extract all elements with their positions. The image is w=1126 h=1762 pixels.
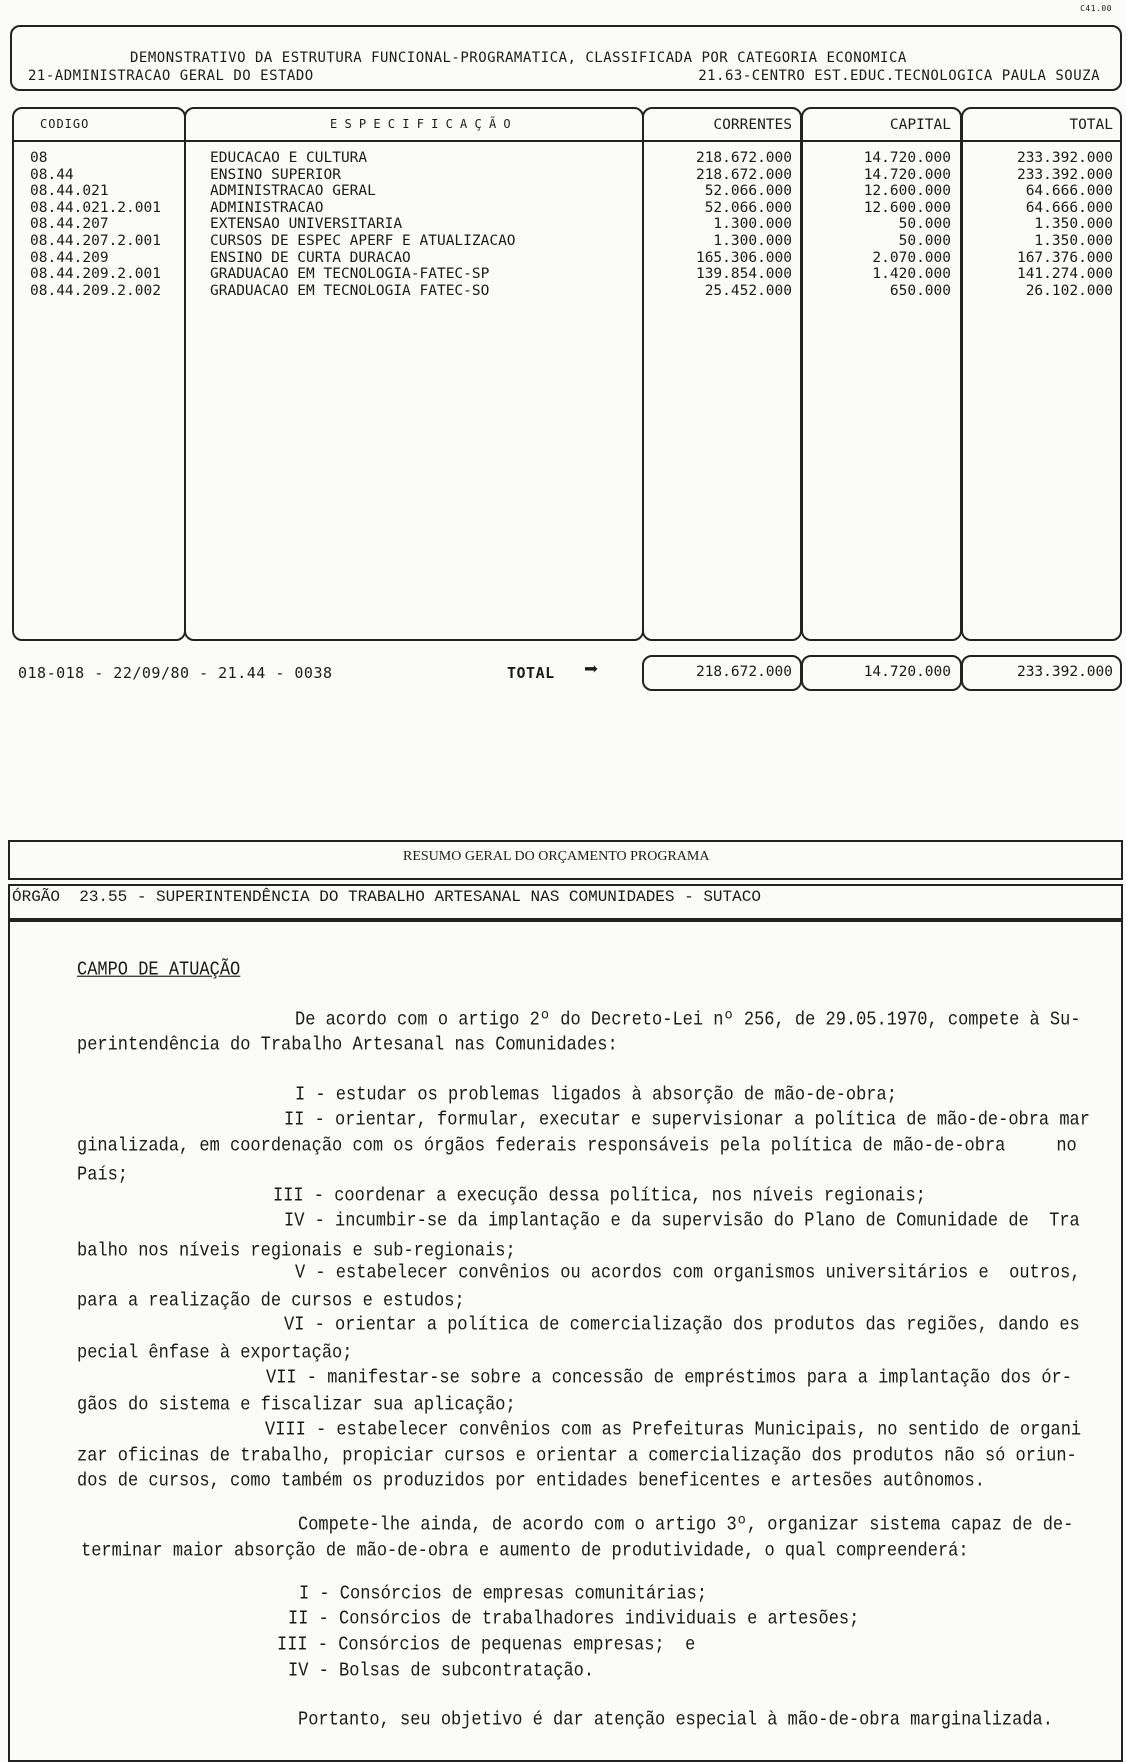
body-line: VI - orientar a política de comercialização dos produtos das regiões, dando es (284, 1314, 1080, 1337)
table-cell-correntes: 25.452.000 (704, 282, 792, 299)
table-cell-especificacao: ENSINO DE CURTA DURACAO (210, 249, 411, 266)
table-cell-especificacao: EXTENSAO UNIVERSITARIA (210, 216, 403, 233)
header-codigo: CODIGO (40, 117, 90, 131)
table-cell-codigo: 08.44.207.2.001 (30, 233, 161, 249)
table-cell-total: 64.666.000 (1025, 199, 1113, 216)
table-cell-total: 167.376.000 (1016, 249, 1113, 266)
table-cell-total: 233.392.000 (1016, 150, 1113, 166)
body-line: III - Consórcios de pequenas empresas; e (277, 1634, 696, 1657)
total-label: TOTAL (507, 664, 555, 682)
table-cell-codigo: 08.44.209.2.002 (30, 282, 161, 299)
total-correntes: 218.672.000 (695, 664, 792, 680)
table-cell-correntes: 1.300.000 (713, 216, 792, 233)
table-cell-codigo: 08.44 (30, 166, 74, 183)
table-cell-capital: 1.420.000 (872, 266, 951, 283)
run-info: 018-018 - 22/09/80 - 21.44 - 0038 (18, 664, 333, 682)
table-cell-correntes: 52.066.000 (704, 183, 792, 200)
body-line: Portanto, seu objetivo é dar atenção especial à mão-de-obra marginalizada. (298, 1709, 1053, 1732)
table-cell-correntes: 218.672.000 (695, 166, 792, 183)
report-left-org: 21-ADMINISTRACAO GERAL DO ESTADO (28, 68, 314, 84)
body-line: II - Consórcios de trabalhadores individuais e artesões; (288, 1608, 860, 1631)
body-line: pecial ênfase à exportação; (77, 1342, 353, 1365)
table-cell-especificacao: CURSOS DE ESPEC APERF E ATUALIZACAO (210, 233, 516, 249)
table-cell-total: 141.274.000 (1016, 266, 1113, 283)
table-cell-correntes: 1.300.000 (713, 233, 792, 249)
body-line: III - coordenar a execução dessa política, nos níveis regionais; (273, 1185, 926, 1208)
table-cell-capital: 2.070.000 (872, 249, 951, 266)
table-cell-codigo: 08 (30, 150, 48, 166)
table-cell-especificacao: ADMINISTRACAO GERAL (210, 183, 376, 200)
summary-title: RESUMO GERAL DO ORÇAMENTO PROGRAMA (403, 849, 710, 864)
body-line: I - estudar os problemas ligados à absorção de mão-de-obra; (295, 1084, 897, 1107)
table-cell-correntes: 218.672.000 (695, 150, 792, 166)
table-cell-codigo: 08.44.021.2.001 (30, 199, 161, 216)
body-line: dos de cursos, como também os produzidos por entidades beneficentes e artesões autônomos. (77, 1470, 985, 1493)
header-total: TOTAL (1069, 117, 1113, 133)
table-cell-codigo: 08.44.021 (30, 183, 109, 200)
body-line: País; (77, 1164, 129, 1187)
body-line: V - estabelecer convênios ou acordos com organismos universitários e outros, (295, 1262, 1081, 1285)
table-cell-especificacao: GRADUACAO EM TECNOLOGIA-FATEC-SP (210, 266, 490, 283)
table-cell-especificacao: ADMINISTRACAO (210, 199, 324, 216)
total-capital: 14.720.000 (863, 664, 951, 680)
table-cell-correntes: 52.066.000 (704, 199, 792, 216)
table-cell-total: 26.102.000 (1025, 282, 1113, 299)
table-cell-total: 233.392.000 (1016, 166, 1113, 183)
table-cell-capital: 14.720.000 (863, 166, 951, 183)
header-capital: CAPITAL (889, 117, 951, 133)
body-line: VII - manifestar-se sobre a concessão de empréstimos para a implantação dos ór- (266, 1367, 1072, 1390)
table-cell-capital: 14.720.000 (863, 150, 951, 166)
total-total: 233.392.000 (1016, 664, 1113, 680)
table-cell-total: 1.350.000 (1034, 216, 1113, 233)
table-cell-especificacao: EDUCACAO E CULTURA (210, 150, 368, 166)
page-code: C41.00 (1080, 4, 1112, 13)
table-cell-capital: 12.600.000 (863, 183, 951, 200)
body-line: De acordo com o artigo 2º do Decreto-Lei nº 256, de 29.05.1970, compete à Su- (295, 1009, 1081, 1032)
table-cell-codigo: 08.44.207 (30, 216, 109, 233)
body-line: ginalizada, em coordenação com os órgãos federais responsáveis pela política de mão-de-obra no (77, 1135, 1077, 1158)
table-cell-total: 64.666.000 (1025, 183, 1113, 200)
table-cell-correntes: 139.854.000 (695, 266, 792, 283)
orgao-title: ÓRGÃO 23.55 - SUPERINTENDÊNCIA DO TRABALHO ARTESANAL NAS COMUNIDADES - SUTACO (12, 888, 761, 906)
header-especificacao: E S P E C I F I C A Ç Ã O (330, 117, 511, 131)
table-cell-especificacao: ENSINO SUPERIOR (210, 166, 341, 183)
body-line: perintendência do Trabalho Artesanal nas Comunidades: (77, 1034, 618, 1057)
header-correntes: CORRENTES (713, 117, 792, 133)
table-cell-capital: 50.000 (898, 233, 951, 249)
report-right-org: 21.63-CENTRO EST.EDUC.TECNOLOGICA PAULA SOUZA (698, 68, 1100, 84)
table-cell-codigo: 08.44.209 (30, 249, 109, 266)
body-line: I - Consórcios de empresas comunitárias; (299, 1583, 708, 1606)
body-line: terminar maior absorção de mão-de-obra e aumento de produtividade, o qual compreenderá: (81, 1540, 969, 1563)
section-title: CAMPO DE ATUAÇÃO (77, 959, 241, 982)
table-cell-codigo: 08.44.209.2.001 (30, 266, 161, 283)
table-cell-especificacao: GRADUACAO EM TECNOLOGIA FATEC-SO (210, 282, 490, 299)
header-divider (12, 140, 1120, 142)
table-cell-capital: 50.000 (898, 216, 951, 233)
table-cell-correntes: 165.306.000 (695, 249, 792, 266)
body-line: IV - Bolsas de subcontratação. (288, 1660, 595, 1683)
body-line: para a realização de cursos e estudos; (77, 1290, 465, 1313)
body-line: balho nos níveis regionais e sub-regionais; (77, 1240, 516, 1263)
body-line: Compete-lhe ainda, de acordo com o artigo 3º, organizar sistema capaz de de- (298, 1514, 1074, 1537)
body-line: II - orientar, formular, executar e supervisionar a política de mão-de-obra mar (284, 1109, 1090, 1132)
table-cell-total: 1.350.000 (1034, 233, 1113, 249)
table-cell-capital: 12.600.000 (863, 199, 951, 216)
body-line: gãos do sistema e fiscalizar sua aplicação; (77, 1394, 516, 1417)
body-line: zar oficinas de trabalho, propiciar cursos e orientar a comercialização dos produtos não só oriun- (77, 1445, 1077, 1468)
arrow-right-icon: ➡ (584, 658, 599, 685)
report-title: DEMONSTRATIVO DA ESTRUTURA FUNCIONAL-PROGRAMATICA, CLASSIFICADA POR CATEGORIA ECONOMICA (130, 50, 907, 66)
table-cell-capital: 650.000 (889, 282, 951, 299)
body-line: IV - incumbir-se da implantação e da supervisão do Plano de Comunidade de Tra (284, 1210, 1080, 1233)
body-line: VIII - estabelecer convênios com as Prefeituras Municipais, no sentido de organi (265, 1419, 1082, 1442)
